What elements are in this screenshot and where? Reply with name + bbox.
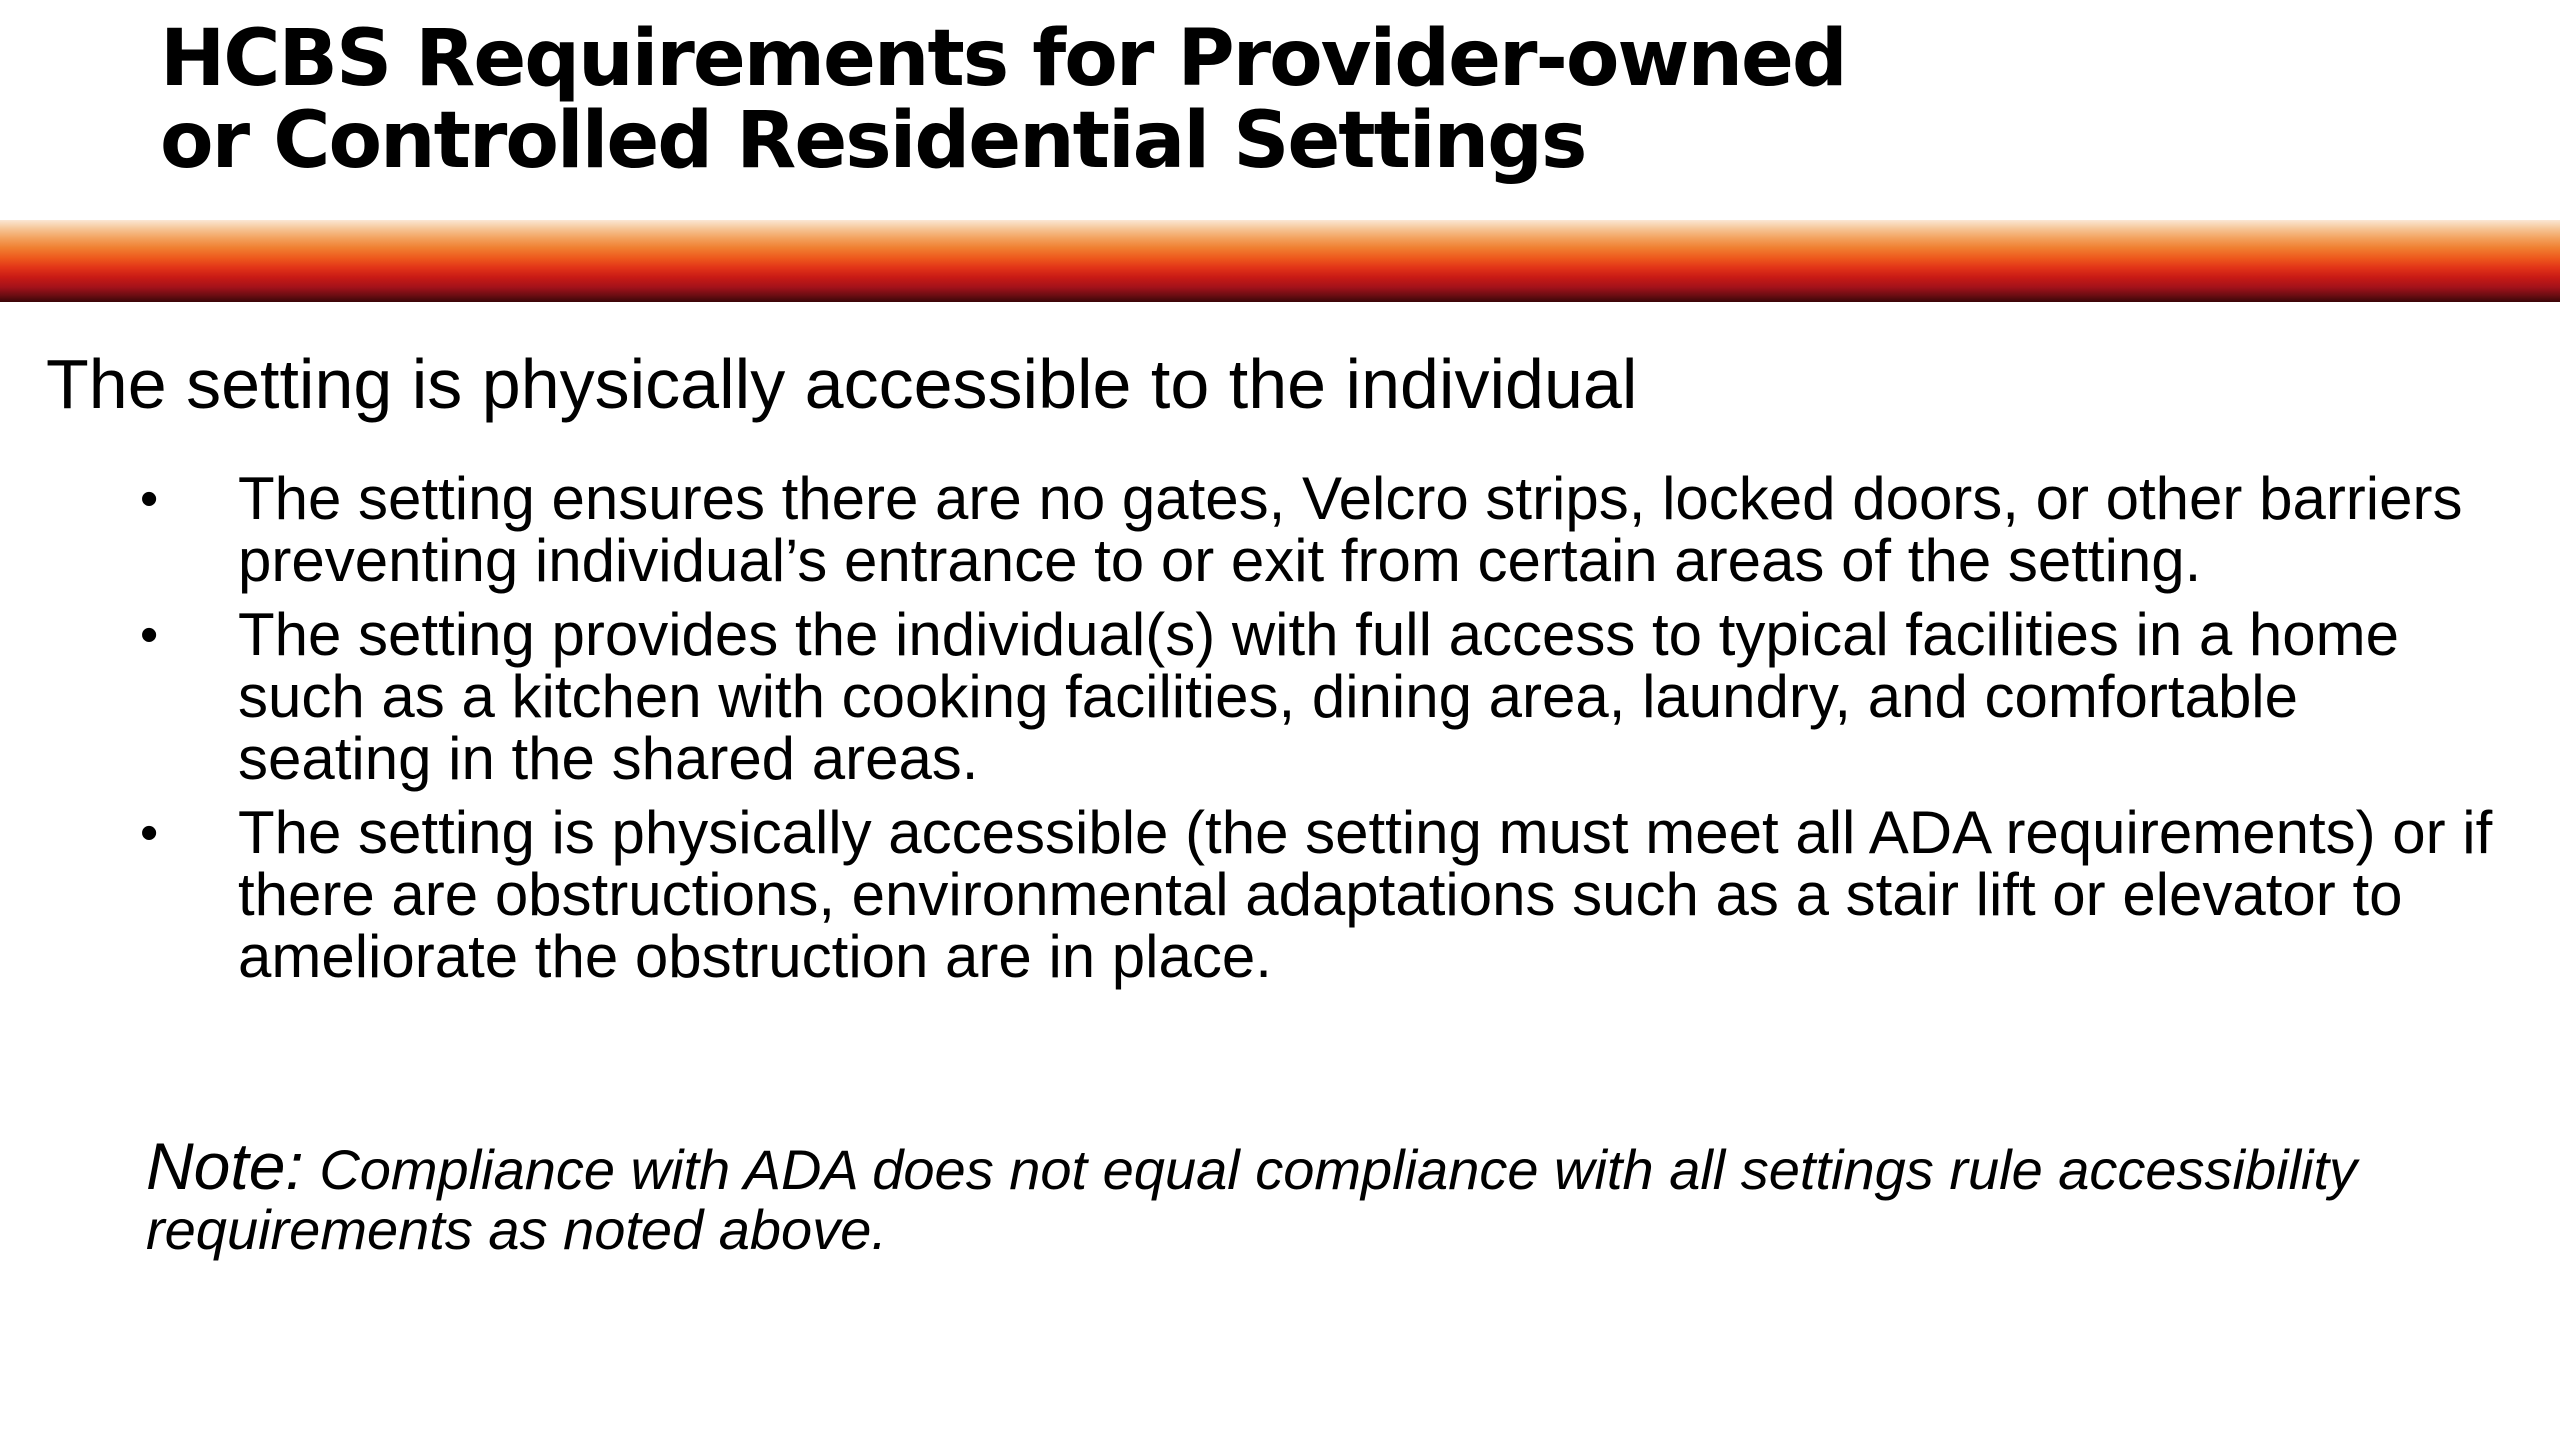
- slide-title-line-1: HCBS Requirements for Provider-owned: [160, 14, 1846, 104]
- slide-title-line-2: or Controlled Residential Settings: [160, 96, 1586, 186]
- bullet-text: The setting is physically accessible (the setting must meet all ADA requirements) or if there are obstructions, environmental adaptations such as a stair lift or elevator to ameliorate the obstruction are in place.: [238, 799, 2493, 990]
- section-heading: The setting is physically accessible to the individual: [46, 345, 1638, 423]
- bullet-item: [140, 601, 2500, 792]
- decorative-gradient-stripe: [0, 220, 2560, 302]
- bullet-item: [140, 465, 2500, 594]
- bullet-marker: •: [140, 470, 159, 528]
- bullet-text: The setting provides the individual(s) with full access to typical facilities in a home such as a kitchen with cooking facilities, dining area, laundry, and comfortable seating in the shared areas.: [238, 601, 2399, 792]
- bullet-marker: •: [140, 606, 159, 664]
- note-text: Compliance with ADA does not equal compliance with all settings rule accessibility requirements as noted above.: [146, 1138, 2358, 1261]
- bullet-item: [140, 799, 2500, 990]
- bullet-marker: •: [140, 804, 159, 862]
- bullet-list: [140, 465, 2500, 1000]
- note: [146, 1129, 2506, 1261]
- slide-title: [160, 14, 1846, 186]
- bullet-text: The setting ensures there are no gates, Velcro strips, locked doors, or other barriers preventing individual’s entrance to or exit from certain areas of the setting.: [238, 465, 2463, 594]
- note-label: Note:: [146, 1129, 304, 1203]
